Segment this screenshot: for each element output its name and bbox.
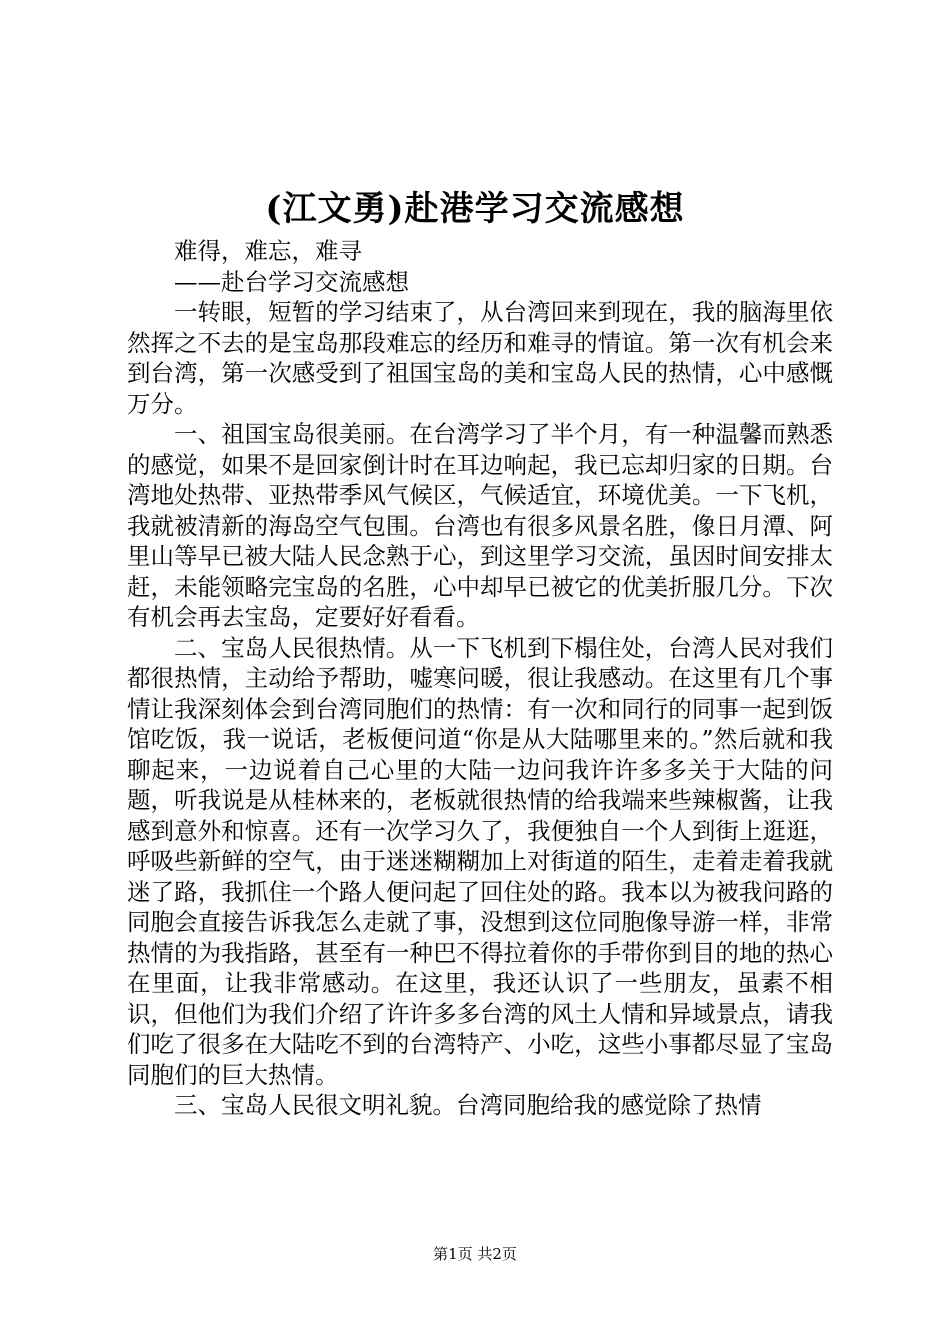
subtitle-line: 难得，难忘，难寻	[174, 237, 362, 265]
document-body	[127, 236, 833, 1121]
subtitle-line: ——赴台学习交流感想	[174, 267, 409, 296]
page-footer: 第1页 共2页	[433, 1245, 517, 1263]
document-title: (江文勇)赴港学习交流感想	[265, 189, 685, 229]
body-paragraph: 一转眼，短暂的学习结束了，从台湾回来到现在，我的脑海里依然挥之不去的是宝岛那段难忘的经历和难寻的情谊。第一次有机会来到台湾，第一次感受到了祖国宝岛的美和宝岛人民的热情，心中感慨万分。	[127, 298, 833, 418]
body-paragraph: 二、宝岛人民很热情。从一下飞机到下榻住处，台湾人民对我们都很热情，主动给予帮助，嘘寒问暖，很让我感动。在这里有几个事情让我深刻体会到台湾同胞们的热情：有一次和同行的同事一起到饭馆吃饭，我一说话，老板便问道“你是从大陆哪里来的。”然后就和我聊起来，一边说着自己心里的大陆一边问我许许多多关于大陆的问题，听我说是从桂林来的，老板就很热情的给我端来些辣椒酱，让我感到意外和惊喜。还有一次学习久了，我便独自一个人到街上逛逛，呼吸些新鲜的空气，由于迷迷糊糊加上对街道的陌生，走着走着我就迷了路，我抓住一个路人便问起了回住处的路。我本以为被我问路的同胞会直接告诉我怎么走就了事，没想到这位同胞像导游一样，非常热情的为我指路，甚至有一种巴不得拉着你的手带你到目的地的热心在里面，让我非常感动。在这里，我还认识了一些朋友，虽素不相识，但他们为我们介绍了许许多多台湾的风土人情和异域景点，请我们吃了很多在大陆吃不到的台湾特产、小吃，这些小事都尽显了宝岛同胞们的巨大热情。	[127, 633, 833, 1089]
body-paragraph: 一、祖国宝岛很美丽。在台湾学习了半个月，有一种温馨而熟悉的感觉，如果不是回家倒计时在耳边响起，我已忘却归家的日期。台湾地处热带、亚热带季风气候区，气候适宜，环境优美。一下飞机，我就被清新的海岛空气包围。台湾也有很多风景名胜，像日月潭、阿里山等早已被大陆人民念熟于心，到这里学习交流，虽因时间安排太赶，未能领略完宝岛的名胜，心中却早已被它的优美折服几分。下次有机会再去宝岛，定要好好看看。	[127, 420, 833, 631]
body-paragraph: 三、宝岛人民很文明礼貌。台湾同胞给我的感觉除了热情	[174, 1091, 762, 1119]
